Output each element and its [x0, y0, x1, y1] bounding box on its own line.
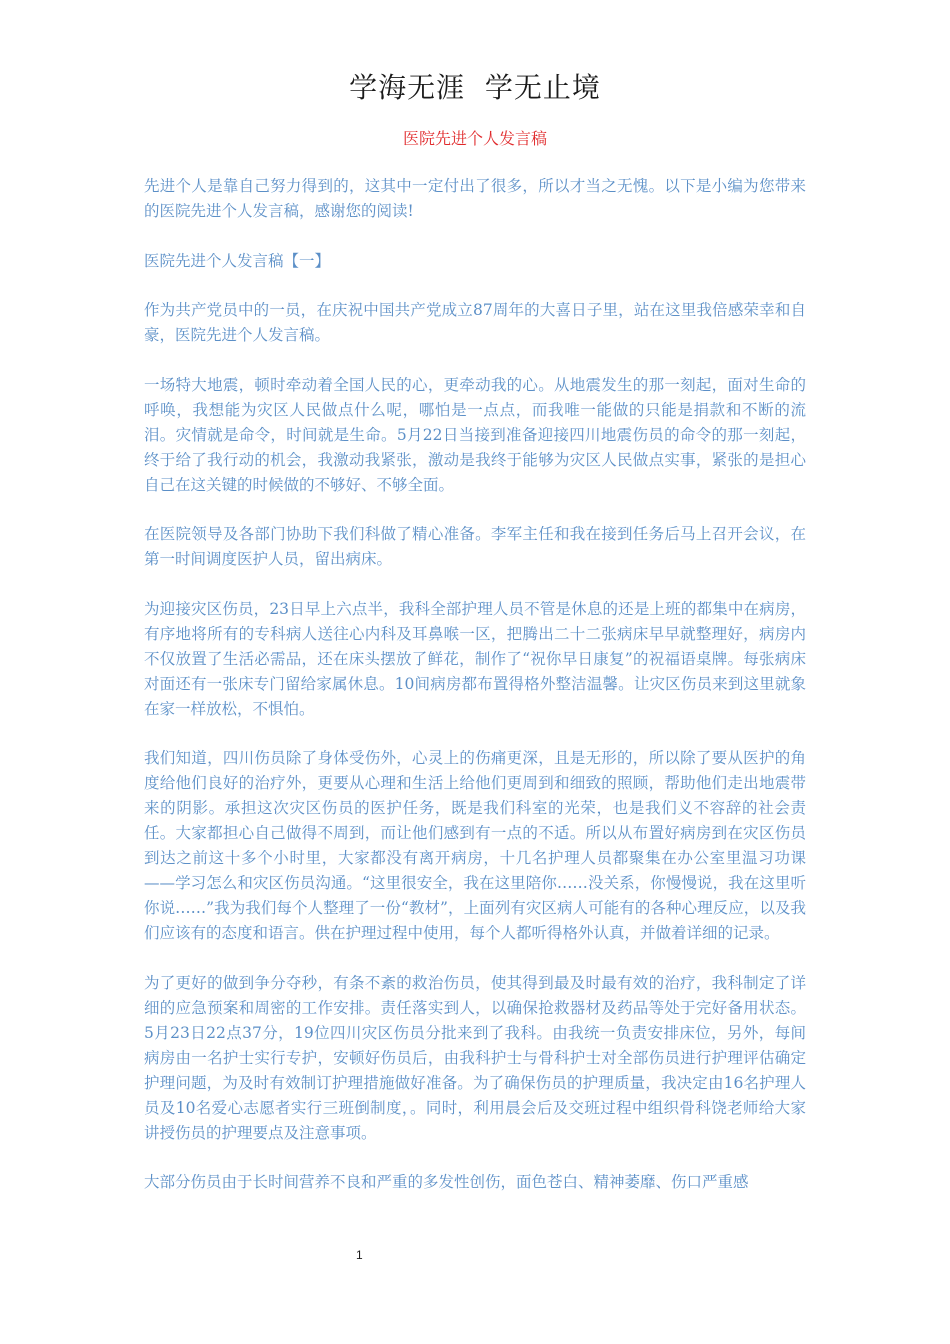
paragraph: 在医院领导及各部门协助下我们科做了精心准备。李军主任和我在接到任务后马上召开会议，在第一时间调度医护人员，留出病床。: [144, 525, 806, 568]
paragraph: 我们知道，四川伤员除了身体受伤外，心灵上的伤痛更深，且是无形的，所以除了要从医护的角度给他们良好的治疗外，更要从心理和生活上给他们更周到和细致的照顾，帮助他们走出地震带来的阴影。承担这次灾区伤员的医护任务，既是我们科室的光荣，也是我们义不容辞的社会责任。大家都担心自己做得不周到，而让他们感到有一点的不适。所以从布置好病房到在灾区伤员到达之前这十多个小时里，大家都没有离开病房，十几名护理人员都聚集在办公室里温习功课——学习怎么和灾区伤员沟通。“这里很安全，我在这里陪你……没关系，你慢慢说，我在这里听你说……”我为我们每个人整理了一份“教材”，上面列有灾区病人可能有的各种心理反应，以及我们应该有的态度和语言。供在护理过程中使用，每个人都听得格外认真，并做着详细的记录。: [144, 749, 806, 942]
paragraph: 为迎接灾区伤员，23日早上六点半，我科全部护理人员不管是休息的还是上班的都集中在病房，有序地将所有的专科病人送往心内科及耳鼻喉一区，把腾出二十二张病床早早就整理好，病房内不仅放置了生活必需品，还在床头摆放了鲜花，制作了“祝你早日康复”的祝福语桌牌。每张病床对面还有一张床专门留给家属休息。10间病房都布置得格外整洁温馨。让灾区伤员来到这里就象在家一样放松，不惧怕。: [144, 599, 806, 718]
page-number: 1: [356, 1248, 363, 1262]
document-title: 医院先进个人发言稿: [402, 129, 547, 148]
paragraph: 大部分伤员由于长时间营养不良和严重的多发性创伤，面色苍白、精神萎靡、伤口严重感: [144, 1173, 749, 1191]
document-body: [144, 174, 806, 1220]
page-header-title: 学海无涯 学无止境: [349, 71, 601, 104]
paragraph: 为了更好的做到争分夺秒，有条不紊的救治伤员，使其得到最及时最有效的治疗，我科制定了详细的应急预案和周密的工作安排。责任落实到人，以确保抢救器材及药品等处于完好备用状态。 5月23日22点37分，19位四川灾区伤员分批来到了我科。由我统一负责安排床位，另外，每间病房由一名护士实行专护，安顿好伤员后，由我科护士与骨科护士对全部伤员进行护理评估确定护理问题，为及时有效制订护理措施做好准备。为了确保伤员的护理质量，我决定由16名护理人员及10名爱心志愿者实行三班倒制度，。同时，利用晨会后及交班过程中组织骨科饶老师给大家讲授伤员的护理要点及注意事项。: [144, 973, 806, 1142]
paragraph: 作为共产党员中的一员，在庆祝中国共产党成立87周年的大喜日子里，站在这里我倍感荣幸和自豪，医院先进个人发言稿。: [144, 301, 806, 344]
paragraph: 一场特大地震，顿时牵动着全国人民的心，更牵动我的心。从地震发生的那一刻起，面对生命的呼唤，我想能为灾区人民做点什么呢，哪怕是一点点，而我唯一能做的只能是捐款和不断的流泪。灾情就是命令，时间就是生命。5月22日当接到准备迎接四川地震伤员的命令的那一刻起，终于给了我行动的机会，我激动我紧张，激动是我终于能够为灾区人民做点实事，紧张的是担心自己在这关键的时候做的不够好、不够全面。: [144, 375, 806, 494]
section-heading: 医院先进个人发言稿【一】: [144, 251, 331, 270]
paragraph-intro: 先进个人是靠自己努力得到的，这其中一定付出了很多，所以才当之无愧。以下是小编为您带来的医院先进个人发言稿，感谢您的阅读!: [144, 177, 806, 220]
